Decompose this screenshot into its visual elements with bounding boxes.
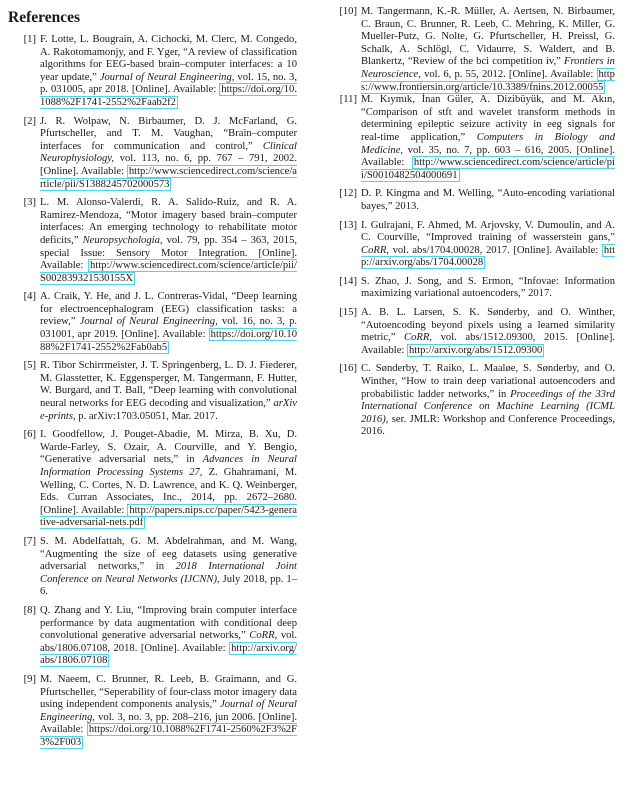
reference-text [40, 360, 297, 423]
reference-authors-title: L. M. Alonso-Valerdi, R. A. Salido-Ruiz, and R. A. Ramirez-Mendoza, “Motor imagery based brain–computer interfaces: An emerging technology to rehabilitate motor deficits,” [40, 197, 297, 246]
reference-item [6, 34, 297, 110]
reference-number: [4] [23, 291, 36, 303]
left-column [6, 0, 297, 755]
reference-authors-title: Q. Zhang and Y. Liu, “Improving brain computer interface performance by data augmentation with conditional deep convolutional generative adversarial networks,” [40, 604, 297, 642]
reference-authors-title: C. Sønderby, T. Raiko, L. Maaløe, S. Sønderby, and O. Winther, “How to train deep variational autoencoders and probabilistic ladder networks,” in [361, 363, 615, 400]
reference-details: vol. 79, pp. 354 – 363, 2015, special Issue: Sensory Motor Integration. [Online]. Available: [40, 234, 298, 272]
reference-text [361, 307, 615, 357]
reference-text [361, 276, 615, 301]
reference-item [6, 291, 297, 354]
reference-venue: Journal of Neural Engineering, [79, 316, 218, 328]
reference-number: [16] [339, 363, 357, 375]
reference-url-link[interactable]: https://www.frontiersin.org/article/10.3389/fnins.2012.00055 [361, 68, 615, 93]
reference-item [6, 605, 297, 668]
reference-venue: arXiv e-prints, [40, 398, 297, 422]
reference-text [361, 363, 615, 439]
reference-text [361, 6, 615, 94]
reference-text [40, 34, 297, 110]
reference-authors-title: I. Gulrajani, F. Ahmed, M. Arjovsky, V. Dumoulin, and A. C. Courville, “Improved training of wasserstein gans,” [361, 219, 615, 244]
reference-url-link[interactable]: http://arxiv.org/abs/1512.09300 [409, 344, 543, 356]
reference-text [40, 116, 297, 192]
reference-text [40, 674, 297, 750]
reference-authors-title: M. Tangermann, K.-R. Müller, A. Aertsen, N. Birbaumer, C. Braun, C. Brunner, R. Leeb, C. Mehring, K. Miller, G. Mueller-Putz, G. Nolte, G. Pfurtscheller, H. Preissl, G. Schalk, A. Schlögl, C. Vidaurre, S. Waldert, and B. Blankertz, “Review of the bci competition iv,” [361, 6, 615, 68]
reference-details: vol. 113, no. 6, pp. 767 – 791, 2002. [Online]. Available: [40, 153, 297, 177]
reference-number: [3] [23, 197, 36, 209]
reference-venue: CoRR, [249, 630, 278, 642]
reference-venue: Journal of Neural Engineering, [99, 71, 235, 83]
reference-number: [5] [23, 360, 36, 372]
reference-authors-title: A. B. L. Larsen, S. K. Sønderby, and O. Winther, “Autoencoding beyond pixels using a learned similarity metric,” [361, 307, 615, 344]
reference-url-link[interactable]: https://doi.org/10.1088%2F1741-2552%2Faab2f2 [40, 84, 297, 108]
reference-venue: 2018 International Joint Conference on Neural Networks (IJCNN), [40, 561, 297, 585]
reference-item [327, 276, 615, 301]
reference-authors-title: S. Zhao, J. Song, and S. Ermon, “Infovae: Information maximizing variational autoencoders,” 2017. [361, 275, 615, 300]
reference-authors-title: D. P. Kingma and M. Welling, “Auto-encoding variational bayes,” 2013. [361, 188, 615, 212]
reference-authors-title: I. Goodfellow, J. Pouget-Abadie, M. Mirza, B. Xu, D. Warde-Farley, S. Ozair, A. Courville, and Y. Bengio, “Generative adversarial nets,” in [40, 429, 297, 466]
reference-item [6, 197, 297, 285]
reference-details: vol. 3, no. 3, pp. 208–216, jun 2006. [Online]. Available: [40, 711, 297, 736]
reference-details: vol. 35, no. 7, pp. 603 – 616, 2005. [Online]. Available: [361, 144, 616, 169]
reference-url-link[interactable]: https://doi.org/10.1088%2F1741-2560%2F3%2F3%2F003 [40, 724, 297, 748]
reference-venue: Advances in Neural Information Processing Systems 27, [40, 454, 297, 478]
reference-number: [10] [339, 6, 357, 17]
reference-authors-title: J. R. Wolpaw, N. Birbaumer, D. J. McFarland, G. Pfurtscheller, and T. M. Vaughan, “Brain–computer interfaces for communication and control,” [40, 115, 297, 152]
reference-url-link[interactable]: http://papers.nips.cc/paper/5423-generative-adversarial-nets.pdf [40, 504, 297, 529]
reference-venue: Proceedings of the 33rd International Conference on Machine Learning (ICML 2016), [361, 388, 615, 425]
reference-item [6, 674, 297, 750]
reference-venue: Frontiers in Neuroscience, [361, 56, 615, 80]
reference-list-right [327, 6, 615, 439]
reference-url-link[interactable]: http://www.sciencedirect.com/science/article/pii/S0010482504000691 [361, 157, 615, 181]
reference-text [361, 220, 615, 270]
reference-authors-title: M. Kıymık, İnan Güler, A. Dizibüyük, and M. Akın, “Comparison of stft and wavelet transform methods in determining epileptic seizure activity in eeg signals for real-time application,” [361, 94, 615, 143]
reference-text [361, 188, 615, 213]
reference-venue: Computers in Biology and Medicine, [361, 131, 615, 156]
reference-number: [9] [23, 673, 36, 685]
references-heading: References [8, 9, 81, 26]
reference-url-link[interactable]: http://arxiv.org/abs/1806.07108 [40, 642, 297, 667]
reference-item [6, 360, 297, 423]
reference-url-link[interactable]: http://www.sciencedirect.com/science/article/pii/S1388245702000573 [40, 165, 297, 190]
reference-number: [15] [339, 307, 357, 319]
reference-authors-title: R. Tibor Schirrmeister, J. T. Springenberg, L. D. J. Fiederer, M. Glasstetter, K. Eggensperger, M. Tangermann, F. Hutter, W. Burgard, and T. Ball, “Deep learning with convolutional neural networks for EEG decoding and visualization,” [40, 360, 297, 410]
reference-details: vol. abs/1806.07108, 2018. [Online]. Available: [40, 630, 297, 654]
reference-text [40, 536, 297, 599]
reference-item [327, 6, 615, 94]
reference-number: [13] [339, 219, 357, 231]
reference-authors-title: S. M. Abdelfattah, G. M. Abdelrahman, and M. Wang, “Augmenting the size of eeg datasets using generative adversarial networks,” in [40, 535, 297, 573]
reference-venue: CoRR, [361, 244, 389, 256]
reference-item [6, 536, 297, 599]
reference-details: vol. abs/1512.09300, 2015. [Online]. Available: [361, 332, 615, 356]
reference-details: vol. 6, p. 55, 2012. [Online]. Available: [424, 68, 594, 80]
reference-details: p. arXiv:1703.05051, Mar. 2017. [78, 410, 218, 422]
reference-number: [6] [23, 429, 36, 441]
reference-item [327, 188, 615, 213]
reference-authors-title: F. Lotte, L. Bougrain, A. Cichocki, M. Clerc, M. Congedo, A. Rakotomamonjy, and F. Yger, “A review of classification algorithms for EEG-based brain–computer interfaces: a 10 year update,” [40, 34, 297, 83]
reference-details: vol. abs/1704.00028, 2017. [Online]. Available: [392, 244, 599, 256]
reference-item [327, 363, 615, 439]
reference-venue: Neuropsychologia, [82, 234, 163, 246]
reference-text [40, 291, 297, 354]
reference-text [40, 429, 297, 530]
reference-item [6, 116, 297, 192]
reference-number: [8] [23, 604, 36, 616]
reference-number: [12] [339, 188, 357, 200]
reference-details: vol. 15, no. 3, p. 031005, apr 2018. [Online]. Available: [40, 71, 298, 96]
reference-number: [7] [23, 535, 36, 547]
reference-url-link[interactable]: http://arxiv.org/abs/1704.00028 [361, 244, 616, 269]
reference-venue: CoRR, [404, 332, 432, 344]
reference-item [6, 429, 297, 530]
reference-details: vol. 16, no. 3, p. 031001, apr 2019. [Online]. Available: [40, 316, 298, 341]
right-column [327, 6, 615, 445]
reference-authors-title: M. Naeem, C. Brunner, R. Leeb, B. Graimann, and G. Pfurtscheller, “Seperability of four-class motor imagery data using independent components analysis,” [40, 673, 297, 711]
reference-venue: Journal of Neural Engineering, [40, 699, 298, 723]
reference-text [40, 197, 297, 285]
reference-details: July 2018, pp. 1–6. [40, 573, 297, 598]
reference-url-link[interactable]: https://doi.org/10.1088%2F1741-2552%2Fab0ab5 [40, 329, 297, 353]
reference-list-left [6, 34, 297, 749]
reference-number: [14] [339, 275, 357, 287]
reference-venue: Clinical Neurophysiology, [40, 140, 297, 165]
reference-url-link[interactable]: http://www.sciencedirect.com/science/article/pii/S002839321530155X [40, 260, 297, 284]
reference-text [40, 605, 297, 668]
reference-details: Z. Ghahramani, M. Welling, C. Cortes, N. D. Lawrence, and K. Q. Weinberger, Eds. Curran Associates, Inc., 2014, pp. 2672–2680. [Online]. Available: [40, 467, 297, 516]
reference-text [361, 94, 615, 182]
reference-number: [1] [23, 34, 36, 45]
reference-number: [2] [23, 115, 36, 127]
reference-item [327, 94, 615, 182]
reference-item [327, 220, 615, 270]
reference-authors-title: A. Craik, Y. He, and J. L. Contreras-Vidal, “Deep learning for electroencephalogram (EEG) classification tasks: a review,” [40, 291, 297, 328]
reference-item [327, 307, 615, 357]
reference-details: ser. JMLR: Workshop and Conference Proceedings, 2016. [361, 413, 615, 438]
reference-number: [11] [339, 94, 357, 106]
